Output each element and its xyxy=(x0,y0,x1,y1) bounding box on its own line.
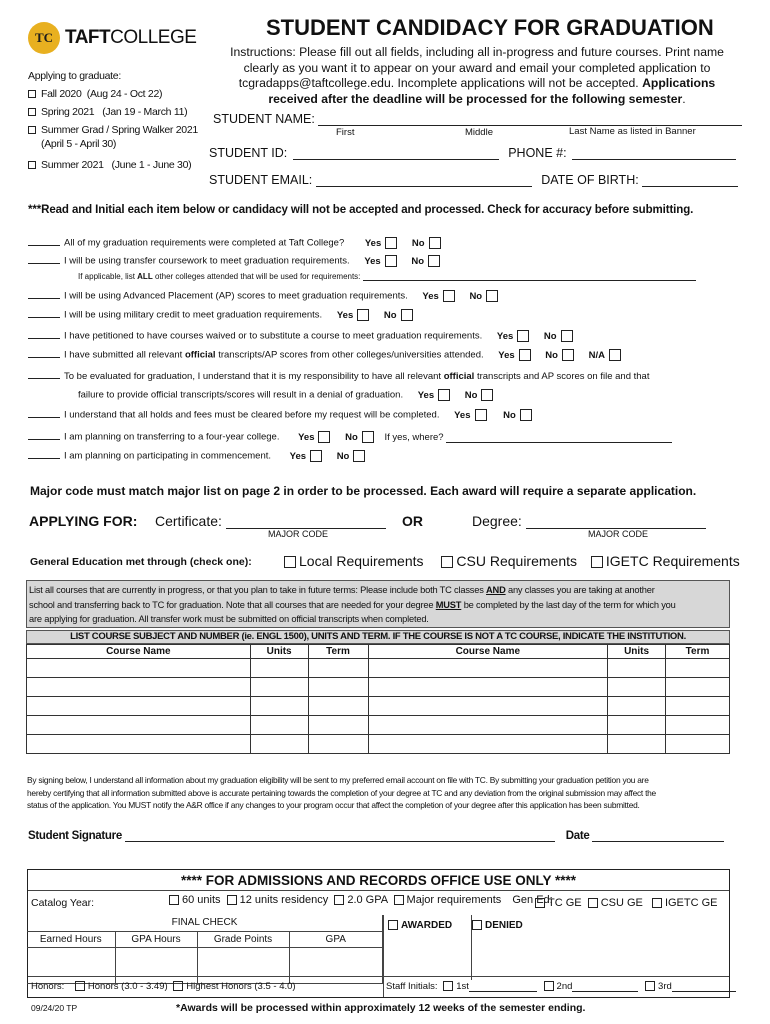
transfer-where-field[interactable] xyxy=(446,434,672,443)
instructions xyxy=(214,45,740,107)
yes-checkbox-9[interactable] xyxy=(318,431,330,443)
final-check-label: FINAL CHECK xyxy=(27,915,383,931)
gpa-cell[interactable] xyxy=(289,947,383,983)
logo-name-bold: TAFT xyxy=(65,27,111,48)
grade-points-label: Grade Points xyxy=(197,931,289,947)
major-note: Major code must match major list on page 2 in order to be processed. Each award will require a separate application. xyxy=(30,484,697,498)
course-row[interactable] xyxy=(27,659,730,678)
term-fall-2020[interactable]: Fall 2020 (Aug 24 - Oct 22) xyxy=(28,85,198,103)
initial-blank-1[interactable] xyxy=(28,245,60,246)
col-term-2: Term xyxy=(666,645,730,659)
grade-points-cell[interactable] xyxy=(197,947,289,983)
honors-option: Honors (3.0 - 3.49) xyxy=(87,981,168,992)
date-label: Date xyxy=(565,830,590,842)
igetc-ge-label: IGETC GE xyxy=(664,897,718,909)
phone-field[interactable] xyxy=(572,148,736,160)
earned-hours-label: Earned Hours xyxy=(27,931,115,947)
question-10: I am planning on participating in commencement. Yes No xyxy=(28,450,365,462)
second-initial-field[interactable] xyxy=(572,984,638,992)
gpa-2-label: 2.0 GPA xyxy=(347,894,388,906)
col-term-1: Term xyxy=(308,645,368,659)
denied-label: DENIED xyxy=(485,920,523,931)
dob-label: DATE OF BIRTH: xyxy=(541,173,639,187)
instructions-line-2: clearly as you want it to appear on your award and email your completed application to xyxy=(243,60,711,75)
instructions-line-4: received after the deadline will be processed for the following semester xyxy=(268,91,683,106)
col-units-2: Units xyxy=(608,645,666,659)
applying-section xyxy=(28,67,198,174)
third-initial-field[interactable] xyxy=(672,984,736,992)
first-initial-field[interactable] xyxy=(469,984,537,992)
student-id-label: STUDENT ID: xyxy=(209,146,288,160)
signing-statement: By signing below, I understand all information about my graduation eligibility will be sent to my preferred email account on file with TC. By submitting your graduation petition you are hereby certifying that all information submitted above is accurate pertaining towards the completion of your degree at TC and any deviation from the original submission may affect the status of the application. You MUST notify the A&R office if any changes to your program occur that affect the completion of your degree after this application has been submitted. xyxy=(27,775,656,810)
instructions-line-3: tcgradapps@taftcollege.edu. Incomplete applications will not be accepted. xyxy=(238,76,639,90)
yes-checkbox-3[interactable] xyxy=(443,290,455,302)
signature-label: Student Signature xyxy=(28,830,122,842)
term-spring-2021[interactable]: Spring 2021 (Jan 19 - March 11) xyxy=(28,103,198,121)
no-checkbox-5[interactable] xyxy=(561,330,573,342)
question-3: I will be using Advanced Placement (AP) scores to meet graduation requirements. Yes No xyxy=(28,290,498,302)
gen-ed-label: General Education met through (check one): xyxy=(30,556,252,568)
gen-ed-local[interactable]: Local Requirements xyxy=(284,553,424,569)
no-checkbox-8[interactable] xyxy=(520,409,532,421)
instructions-bold-a: Applications xyxy=(642,76,716,90)
student-name-field[interactable] xyxy=(318,114,742,126)
term-summer-2021[interactable]: Summer 2021 (June 1 - June 30) xyxy=(28,156,198,174)
question-2-sub: If applicable, list ALL other colleges attended that will be used for requirements: xyxy=(78,272,696,281)
gpa-hours-label: GPA Hours xyxy=(115,931,197,947)
instructions-period: . xyxy=(682,91,686,106)
logo-name-light: COLLEGE xyxy=(110,27,197,48)
initial-blank-2[interactable] xyxy=(28,263,60,264)
course-table-header: LIST COURSE SUBJECT AND NUMBER (ie. ENGL 1500), UNITS AND TERM. IF THE COURSE IS NOT A TC COURSE, INDICATE THE INSTITUTION. xyxy=(26,630,730,644)
checkbox-summer-2021[interactable] xyxy=(28,161,36,169)
initial-blank-9[interactable] xyxy=(28,439,60,440)
local-req-checkbox[interactable] xyxy=(284,556,296,568)
question-4: I will be using military credit to meet graduation requirements. Yes No xyxy=(28,309,413,321)
initial-blank-10[interactable] xyxy=(28,458,60,459)
question-8: I understand that all holds and fees must be cleared before my request will be completed. Yes No xyxy=(28,409,532,421)
third-initial-checkbox[interactable] xyxy=(645,981,655,991)
gpa-checkbox[interactable] xyxy=(334,895,344,905)
initial-blank-8[interactable] xyxy=(28,417,60,418)
yes-checkbox-4[interactable] xyxy=(357,309,369,321)
initial-blank-3[interactable] xyxy=(28,298,60,299)
igetc-req-checkbox[interactable] xyxy=(591,556,603,568)
awards-note: *Awards will be processed within approximately 12 weeks of the semester ending. xyxy=(176,1002,586,1014)
yes-checkbox-10[interactable] xyxy=(310,450,322,462)
csu-req-checkbox[interactable] xyxy=(441,556,453,568)
checkbox-spring-2021[interactable] xyxy=(28,108,36,116)
honors-label: Honors: xyxy=(31,981,65,992)
initial-blank-4[interactable] xyxy=(28,317,60,318)
checkbox-fall-2020[interactable] xyxy=(28,90,36,98)
tc-ge-checkbox[interactable] xyxy=(535,898,545,908)
no-checkbox-3[interactable] xyxy=(486,290,498,302)
question-7-cont: failure to provide official transcripts/scores will result in a denial of graduation. Yes No xyxy=(78,389,493,401)
name-last-hint: Last Name as listed in Banner xyxy=(569,126,696,137)
catalog-year-label: Catalog Year: xyxy=(31,897,95,909)
na-checkbox-6[interactable] xyxy=(609,349,621,361)
course-row[interactable] xyxy=(27,716,730,735)
question-7: To be evaluated for graduation, I understand that it is my responsibility to have all relevant official transcripts and AP scores on file and that xyxy=(28,371,649,382)
student-email-label: STUDENT EMAIL: xyxy=(209,173,313,187)
student-name-label: STUDENT NAME: xyxy=(213,112,315,126)
no-checkbox-1[interactable] xyxy=(429,237,441,249)
denied-checkbox[interactable] xyxy=(472,920,482,930)
yes-checkbox-2[interactable] xyxy=(385,255,397,267)
certificate-major-code-hint: MAJOR CODE xyxy=(268,529,329,539)
form-code: 09/24/20 TP xyxy=(31,1003,78,1013)
no-checkbox-4[interactable] xyxy=(401,309,413,321)
12-units-checkbox[interactable] xyxy=(227,895,237,905)
60-units-label: 60 units xyxy=(182,894,221,906)
certificate-label: Certificate: xyxy=(155,513,222,529)
name-first-hint: First xyxy=(336,127,355,138)
no-checkbox-6[interactable] xyxy=(562,349,574,361)
course-col-headers xyxy=(27,645,730,659)
question-2: I will be using transfer coursework to meet graduation requirements. Yes No xyxy=(28,255,440,267)
60-units-checkbox[interactable] xyxy=(169,895,179,905)
igetc-ge-checkbox[interactable] xyxy=(652,898,662,908)
certificate-field[interactable] xyxy=(226,517,386,529)
read-initial-note: ***Read and Initial each item below or candidacy will not be accepted and processed. Check for accuracy before submitting. xyxy=(28,204,694,216)
yes-checkbox-5[interactable] xyxy=(517,330,529,342)
applying-label: Applying to graduate: xyxy=(28,70,121,82)
degree-major-code-hint: MAJOR CODE xyxy=(588,529,649,539)
no-checkbox-10[interactable] xyxy=(353,450,365,462)
office-title: **** FOR ADMISSIONS AND RECORDS OFFICE USE ONLY **** xyxy=(180,873,577,888)
logo-seal: TC xyxy=(28,22,60,54)
office-use-box: **** FOR ADMISSIONS AND RECORDS OFFICE USE ONLY **** Catalog Year: 60 units 12 units residency 2.0 GPA Major requirements Gen Ed: TC GE CSU GE IGETC GE FINAL CHECK Earned Hours GPA Hours Grade Points GPA AWARDED DENIED Honors: Honors (3.0 - 3.49) Highest Honors (3.5 - 4.0) Staff Initials: 1st 2nd 3rd xyxy=(27,869,730,998)
student-id-field[interactable] xyxy=(293,148,499,160)
earned-hours-cell[interactable] xyxy=(27,947,115,983)
major-req-label: Major requirements xyxy=(406,894,502,906)
col-units-1: Units xyxy=(250,645,308,659)
honors-checkbox[interactable] xyxy=(75,981,85,991)
col-course-name-1: Course Name xyxy=(27,645,251,659)
question-9: I am planning on transferring to a four-year college. Yes No If yes, where? xyxy=(28,431,672,443)
final-check-table xyxy=(27,915,383,984)
highest-honors-checkbox[interactable] xyxy=(173,981,183,991)
no-checkbox-7[interactable] xyxy=(481,389,493,401)
question-5: I have petitioned to have courses waived or to substitute a course to meet graduation requirements. Yes No xyxy=(28,330,573,342)
phone-label: PHONE #: xyxy=(508,146,567,160)
csu-ge-checkbox[interactable] xyxy=(588,898,598,908)
dob-field[interactable] xyxy=(642,175,738,187)
degree-label: Degree: xyxy=(472,513,522,529)
col-course-name-2: Course Name xyxy=(368,645,608,659)
yes-checkbox-8[interactable] xyxy=(475,409,487,421)
question-6: I have submitted all relevant official transcripts/AP scores from other colleges/universities attended. Yes No N/A xyxy=(28,349,621,361)
other-colleges-field[interactable] xyxy=(363,273,696,281)
gen-ed-igetc[interactable]: IGETC Requirements xyxy=(591,553,740,569)
major-req-checkbox[interactable] xyxy=(394,895,404,905)
second-initial-checkbox[interactable] xyxy=(544,981,554,991)
initial-blank-5[interactable] xyxy=(28,338,60,339)
first-initial-checkbox[interactable] xyxy=(443,981,453,991)
date-field[interactable] xyxy=(592,831,724,842)
tc-ge-label: TC GE xyxy=(548,897,582,909)
name-middle-hint: Middle xyxy=(465,127,493,138)
12-units-label: 12 units residency xyxy=(239,894,329,906)
course-table xyxy=(26,644,730,754)
instructions-line-1: Instructions: Please fill out all fields, including all in-progress and future courses. Print name xyxy=(230,45,724,59)
staff-initials-label: Staff Initials: xyxy=(386,981,438,992)
course-row[interactable] xyxy=(27,697,730,716)
initial-blank-7[interactable] xyxy=(28,378,60,379)
awarded-label: AWARDED xyxy=(401,920,453,931)
gpa-label: GPA xyxy=(289,931,383,947)
csu-ge-label: CSU GE xyxy=(600,897,643,909)
highest-honors-option: Highest Honors (3.5 - 4.0) xyxy=(186,981,296,992)
gen-ed-office-label: Gen Ed: xyxy=(512,894,553,906)
yes-checkbox-6[interactable] xyxy=(519,349,531,361)
student-email-field[interactable] xyxy=(316,175,532,187)
course-row[interactable] xyxy=(27,678,730,697)
awarded-checkbox[interactable] xyxy=(388,920,398,930)
yes-checkbox-1[interactable] xyxy=(385,237,397,249)
no-checkbox-9[interactable] xyxy=(362,431,374,443)
no-checkbox-2[interactable] xyxy=(428,255,440,267)
term-summer-grad-2021[interactable]: Summer Grad / Spring Walker 2021 (April 5 - April 30) xyxy=(28,123,198,151)
page-title: STUDENT CANDIDACY FOR GRADUATION xyxy=(266,15,714,40)
courses-note: List all courses that are currently in progress, or that you plan to take in future terms: Please include both TC classes AND any classes you are taking at another school and transferring back to TC for graduation. Note that all courses that are needed for your degree MUST be completed by the last day of the term for which you are applying for graduation. All transfer work must be submitted on official transcripts when completed. xyxy=(26,580,730,628)
gen-ed-csu[interactable]: CSU Requirements xyxy=(441,553,577,569)
or-label: OR xyxy=(402,513,423,529)
yes-checkbox-7[interactable] xyxy=(438,389,450,401)
initial-blank-6[interactable] xyxy=(28,357,60,358)
college-logo xyxy=(28,22,196,54)
gpa-hours-cell[interactable] xyxy=(115,947,197,983)
question-1: All of my graduation requirements were completed at Taft College? Yes No xyxy=(28,237,441,249)
applying-for-label: APPLYING FOR: xyxy=(29,513,138,529)
course-row[interactable] xyxy=(27,735,730,754)
signature-field[interactable] xyxy=(125,831,555,842)
checkbox-summer-grad-2021[interactable] xyxy=(28,126,36,134)
degree-field[interactable] xyxy=(526,517,706,529)
